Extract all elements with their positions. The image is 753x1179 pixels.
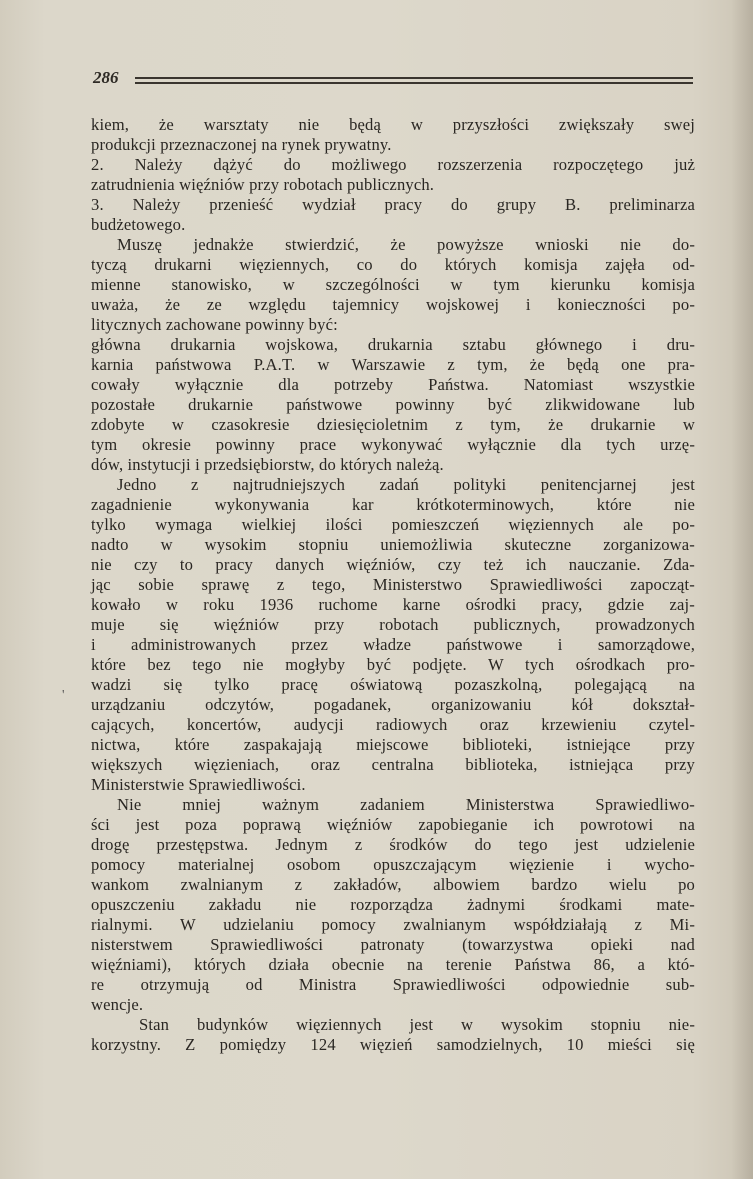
text-line: tym okresie powinny prace wykonywać wyłącznie dla tych urzę- xyxy=(91,435,695,454)
text-line: opuszczeniu zakładu nie rozporządza żadnymi środkami mate- xyxy=(91,895,695,914)
text-line: urządzaniu odczytów, pogadanek, organizowaniu kół dokształ- xyxy=(91,695,695,714)
text-line: tyczą drukarni więziennych, co do których komisja zajęła od- xyxy=(91,255,695,274)
text-line: budżetowego. xyxy=(91,215,186,234)
text-line: muje się więźniów przy robotach publicznych, prowadzonych xyxy=(91,615,695,634)
header-rule xyxy=(135,82,693,84)
text-line: zagadnienie wykonywania kar krótkoterminowych, które nie xyxy=(91,495,695,514)
text-line: ści jest poza poprawą więźniów zapobieganie ich powrotowi na xyxy=(91,815,695,834)
text-line: re otrzymują od Ministra Sprawiedliwości odpowiednie sub- xyxy=(91,975,695,994)
text-line: kiem, że warsztaty nie będą w przyszłości zwiększały swej xyxy=(91,115,695,134)
page-spine-shadow xyxy=(731,0,753,1179)
text-line: Muszę jednakże stwierdzić, że powyższe wnioski nie do- xyxy=(117,235,695,254)
text-line: jąc sobie sprawę z tego, Ministerstwo Sprawiedliwości zapocząt- xyxy=(91,575,695,594)
text-line: Stan budynków więziennych jest w wysokim stopniu nie- xyxy=(139,1015,695,1034)
text-line: wadzi się tylko pracę oświatową pozaszkolną, polegającą na xyxy=(91,675,695,694)
text-line: karnia państwowa P.A.T. w Warszawie z tym, że będą one pra- xyxy=(91,355,695,374)
text-line: mienne stanowisko, w szczególności w tym kierunku komisja xyxy=(91,275,695,294)
text-line: tylko wymaga wielkiej ilości pomieszczeń więziennych ale po- xyxy=(91,515,695,534)
text-line: Ministerstwie Sprawiedliwości. xyxy=(91,775,306,794)
text-line: kowało w roku 1936 ruchome karne ośrodki pracy, gdzie zaj- xyxy=(91,595,695,614)
body-text xyxy=(91,115,695,1055)
text-line: drogę przestępstwa. Jednym z środków do tego jest udzielenie xyxy=(91,835,695,854)
text-line: dów, instytucji i przedsiębiorstw, do których należą. xyxy=(91,455,444,474)
text-line: korzystny. Z pomiędzy 124 więzień samodzielnych, 10 mieści się xyxy=(91,1035,695,1054)
text-line: i administrowanych przez władze państwowe i samorządowe, xyxy=(91,635,695,654)
text-line: 3. Należy przenieść wydział pracy do grupy B. preliminarza xyxy=(91,195,695,214)
text-line: pomocy materialnej osobom opuszczającym więzienie i wycho- xyxy=(91,855,695,874)
text-line: nie czy to pracy danych więźniów, czy też ich nauczanie. Zda- xyxy=(91,555,695,574)
margin-mark: ' xyxy=(62,688,65,703)
text-line: zdobyte w czasokresie dziesięcioletnim z tym, że drukarnie w xyxy=(91,415,695,434)
text-line: uważa, że ze względu tajemnicy wojskowej i konieczności po- xyxy=(91,295,695,314)
text-line: wencje. xyxy=(91,995,144,1014)
text-line: produkcji przeznaczonej na rynek prywatny. xyxy=(91,135,392,154)
text-line: wankom zwalnianym z zakładów, albowiem bardzo wielu po xyxy=(91,875,695,894)
text-line: pozostałe drukarnie państwowe powinny być zlikwidowane lub xyxy=(91,395,695,414)
text-line: litycznych zachowane powinny być: xyxy=(91,315,338,334)
text-line: główna drukarnia wojskowa, drukarnia sztabu głównego i dru- xyxy=(91,335,695,354)
text-line: więźniami), których działa obecnie na terenie Państwa 86, a któ- xyxy=(91,955,695,974)
text-line: nictwa, które zaspakajają miejscowe biblioteki, istniejące przy xyxy=(91,735,695,754)
text-line: Nie mniej ważnym zadaniem Ministerstwa Sprawiedliwo- xyxy=(117,795,695,814)
text-line: nadto w wysokim stopniu uniemożliwia skuteczne zorganizowa- xyxy=(91,535,695,554)
page-number: 286 xyxy=(93,68,119,87)
text-line: które bez tego nie mogłyby być podjęte. W tych ośrodkach pro- xyxy=(91,655,695,674)
text-line: rialnymi. W udzielaniu pomocy zwalnianym współdziałają z Mi- xyxy=(91,915,695,934)
text-line: zatrudnienia więźniów przy robotach publicznych. xyxy=(91,175,435,194)
text-line: 2. Należy dążyć do możliwego rozszerzenia rozpoczętego już xyxy=(91,155,695,174)
page-header xyxy=(93,68,693,90)
text-line: cających, koncertów, audycji radiowych oraz krzewieniu czytel- xyxy=(91,715,695,734)
text-line: Jedno z najtrudniejszych zadań polityki penitencjarnej jest xyxy=(117,475,695,494)
text-line: większych więzieniach, oraz centralna biblioteka, istniejąca przy xyxy=(91,755,695,774)
header-rule xyxy=(135,77,693,79)
text-line: cowały wyłącznie dla potrzeby Państwa. Natomiast wszystkie xyxy=(91,375,695,394)
text-line: nisterstwem Sprawiedliwości patronaty (towarzystwa opieki nad xyxy=(91,935,695,954)
